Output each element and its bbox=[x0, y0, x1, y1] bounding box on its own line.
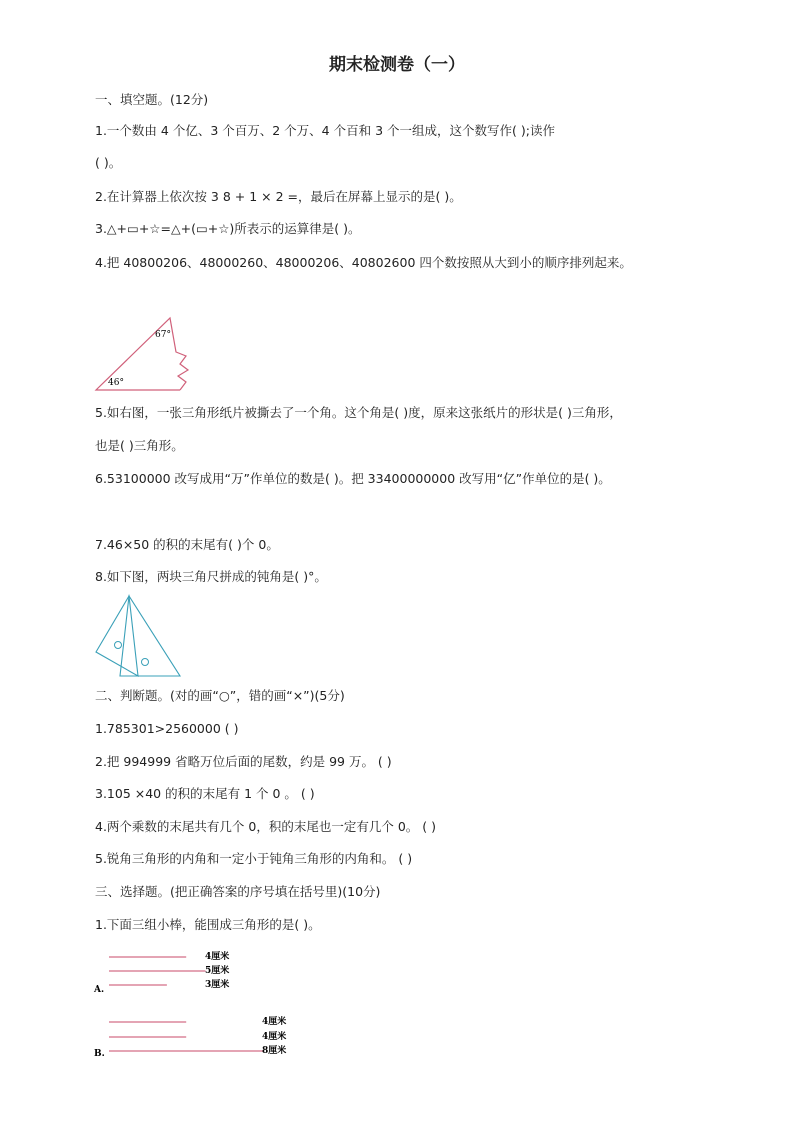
section-3-heading: 三、选择题。(把正确答案的序号填在括号里)(10分) bbox=[95, 884, 381, 899]
option-b-label: B. bbox=[94, 1049, 105, 1059]
question-2-4: 4.两个乘数的末尾共有几个 0，积的末尾也一定有几个 0。 ( ) bbox=[95, 819, 436, 834]
question-1-6: 6.53100000 改写成用“万”作单位的数是( )。把 33400000000 改写用“亿”作单位的是( )。 bbox=[95, 471, 611, 486]
option-b-stick-3-length: 8厘米 bbox=[262, 1046, 287, 1056]
angle-label-left: 46° bbox=[108, 378, 124, 388]
question-1-7: 7.46×50 的积的末尾有( )个 0。 bbox=[95, 537, 279, 552]
question-1-1-line-1: 1.一个数由 4 个亿、3 个百万、2 个万、4 个百和 3 个一组成，这个数写作( );读作 bbox=[95, 123, 555, 138]
question-2-3: 3.105 ×40 的积的末尾有 1 个 0 。 ( ) bbox=[95, 786, 315, 801]
section-2-heading: 二、判断题。(对的画“○”，错的画“×”)(5分) bbox=[95, 688, 345, 703]
question-1-4: 4.把 40800206、48000260、48000206、40802600 四个数按照从大到小的顺序排列起来。 bbox=[95, 255, 632, 270]
question-2-1: 1.785301>2560000 ( ) bbox=[95, 721, 239, 736]
question-2-5: 5.锐角三角形的内角和一定小于钝角三角形的内角和。 ( ) bbox=[95, 851, 413, 866]
option-b-stick-1-length: 4厘米 bbox=[262, 1017, 287, 1027]
option-b-stick-2-length: 4厘米 bbox=[262, 1032, 287, 1042]
question-1-2: 2.在计算器上依次按 3 8 + 1 × 2 =，最后在屏幕上显示的是( )。 bbox=[95, 189, 462, 204]
section-1-heading: 一、填空题。(12分) bbox=[95, 92, 209, 107]
option-a-label: A. bbox=[94, 985, 105, 995]
page-title: 期末检测卷（一） bbox=[329, 55, 465, 75]
question-1-1-line-2: ( )。 bbox=[95, 155, 122, 170]
question-1-5-line-2: 也是( )三角形。 bbox=[95, 438, 184, 453]
option-a-stick-2-length: 5厘米 bbox=[205, 966, 230, 976]
option-a-stick-1-length: 4厘米 bbox=[205, 952, 230, 962]
question-1-3: 3.△+▭+☆=△+(▭+☆)所表示的运算律是( )。 bbox=[95, 221, 361, 236]
question-3-1: 1.下面三组小棒，能围成三角形的是( )。 bbox=[95, 917, 321, 932]
question-2-2: 2.把 994999 省略万位后面的尾数，约是 99 万。 ( ) bbox=[95, 754, 392, 769]
question-1-8: 8.如下图，两块三角尺拼成的钝角是( )°。 bbox=[95, 569, 327, 584]
option-a-stick-3-length: 3厘米 bbox=[205, 980, 230, 990]
angle-label-top: 67° bbox=[155, 330, 171, 340]
question-1-5-line-1: 5.如右图，一张三角形纸片被撕去了一个角。这个角是( )度，原来这张纸片的形状是( )三角形， bbox=[95, 405, 622, 420]
